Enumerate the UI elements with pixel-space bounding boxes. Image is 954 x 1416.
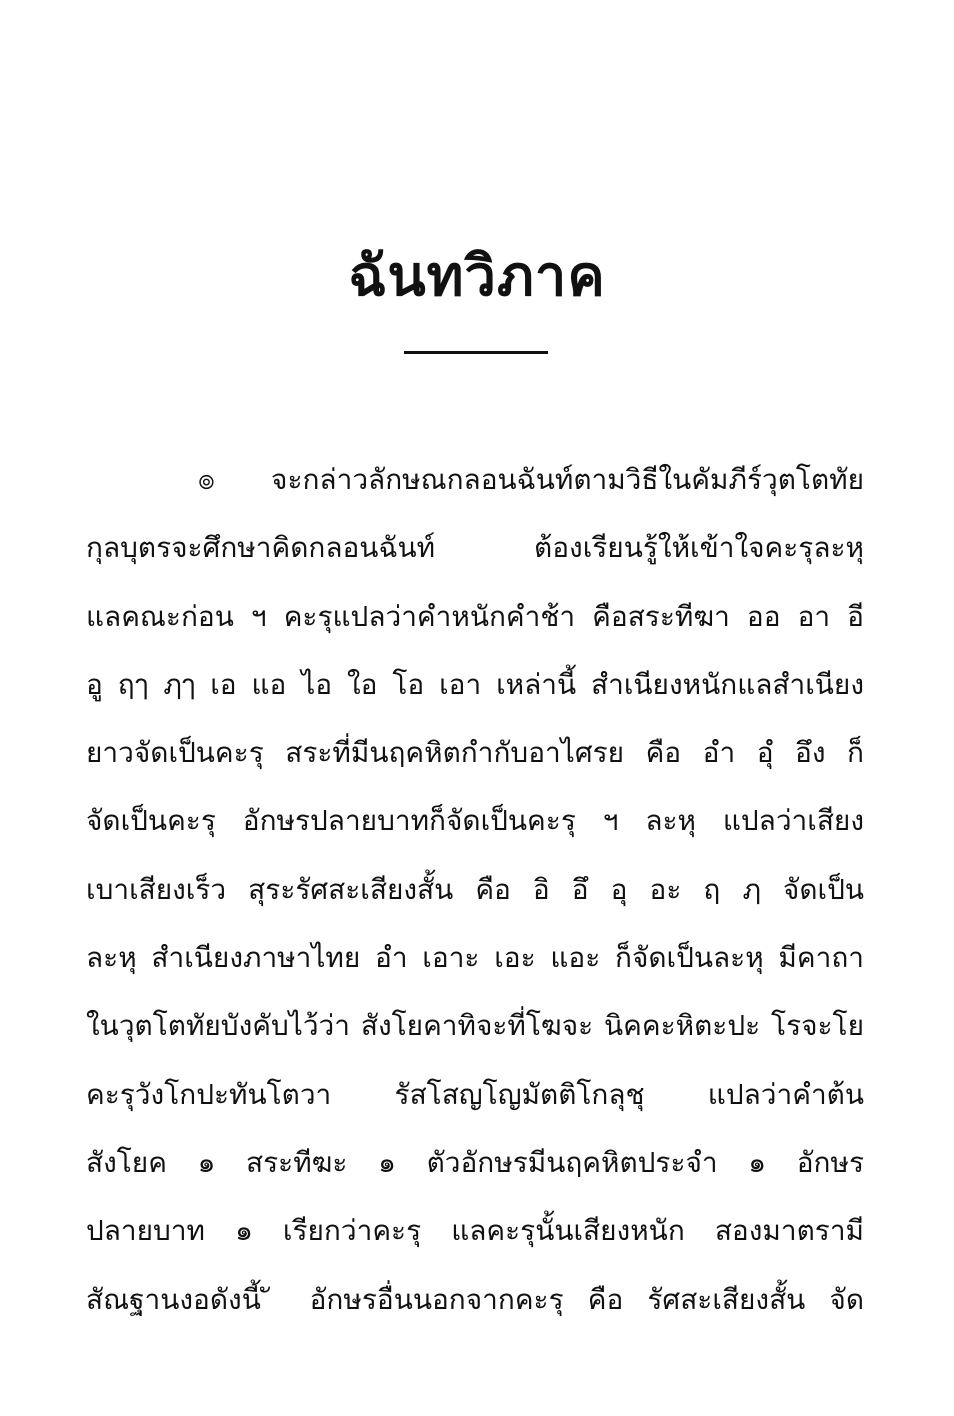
text-line: ละหุ สำเนียงภาษาไทย อำ เอาะ เอะ แอะ ก็จัดเป็นละหุ มีคาถา <box>86 941 864 975</box>
text-line: กุลบุตรจะศึกษาคิดกลอนฉันท์ ต้องเรียนรู้ให้เข้าใจคะรุละหุ <box>86 531 864 565</box>
text-line: ปลายบาท ๑ เรียกว่าคะรุ แลคะรุนั้นเสียงหนัก สองมาตรามี <box>86 1214 864 1248</box>
text-line: สังโยค ๑ สระทีฆะ ๑ ตัวอักษรมีนฤคหิตประจำ ๑ อักษร <box>86 1145 864 1179</box>
text-line: เบาเสียงเร็ว สุระรัศสะเสียงสั้น คือ อิ อึ อุ อะ ฤ ฦ จัดเป็น <box>86 872 864 906</box>
text-line: ในวุตโตทัยบังคับไว้ว่า สังโยคาทิจะที่โฆจะ นิคคะหิตะปะ โรจะโย <box>86 1009 864 1043</box>
text-line: คะรุวังโกปะทันโตวา รัสโสญโญมัตติโกลุชุ แปลว่าคำต้น <box>86 1077 864 1111</box>
title-underline-divider <box>404 351 548 354</box>
body-paragraph <box>86 446 864 1334</box>
text-line: สัณฐานงอดังนี้ ั อักษรอื่นนอกจากคะรุ คือ รัศสะเสียงสั้น จัด <box>86 1282 864 1316</box>
page-title: ฉันทวิภาค <box>348 243 606 309</box>
text-line: ยาวจัดเป็นคะรุ สระที่มีนฤคหิตกำกับอาไศรย คือ อำ อุํ อึง ก็ <box>86 736 864 770</box>
text-line: จัดเป็นคะรุ อักษรปลายบาทก็จัดเป็นคะรุ ฯ ละหุ แปลว่าเสียง <box>86 804 864 838</box>
text-line: แลคณะก่อน ฯ คะรุแปลว่าคำหนักคำช้า คือสระทีฆา ออ อา อี <box>86 599 864 633</box>
text-line: ๏ จะกล่าวลักษณกลอนฉันท์ตามวิธีในคัมภีร์วุตโตทัย <box>198 463 864 496</box>
text-line: อู ฤๅ ฦๅ เอ แอ ไอ ใอ โอ เอา เหล่านี้ สำเนียงหนักแลสำเนียง <box>86 667 864 701</box>
